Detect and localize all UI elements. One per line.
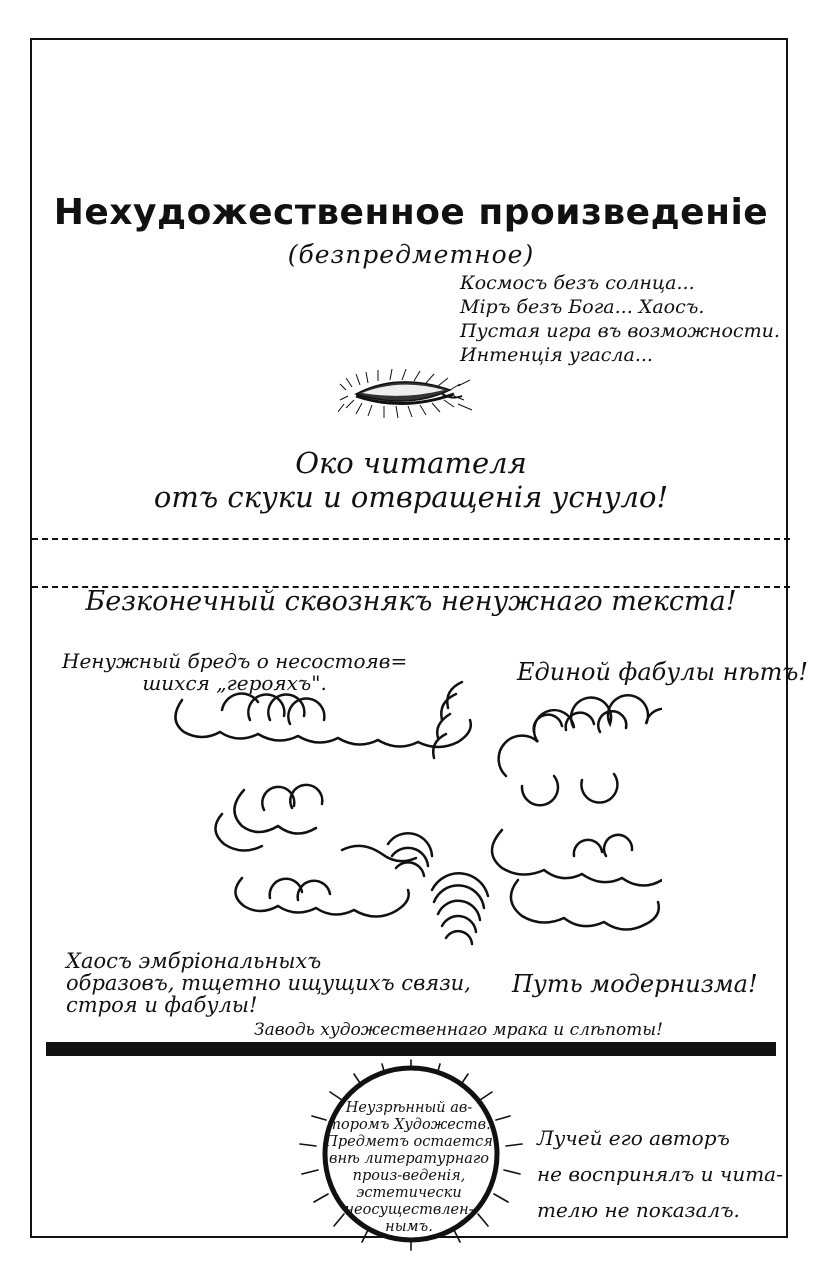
rays-line-2: не воспринялъ и чита- [537,1162,783,1186]
eye-caption-line-2: отъ скуки и отвращенiя уснуло! [153,480,669,514]
dashed-divider-top [32,538,790,540]
eye-caption-line-1: Око читателя [295,446,527,480]
cosmos-line-2: Мiръ безъ Бога... Хаосъ. [460,296,705,318]
chaos-caption [66,950,471,1016]
swamp-caption: Заводь художественнаго мрака и слѣпоты! [254,1020,663,1040]
closed-eye-icon [338,360,478,424]
rays-line-3: телю не показалъ. [537,1198,740,1222]
cosmos-line-1: Космосъ безъ солнца... [460,272,695,294]
nonsense-line-1: Ненужный бредъ о несостояв= [62,649,408,673]
modernism-caption: Путь модернизма! [512,970,758,998]
chaos-line-1: Хаосъ эмбрiональныхъ [66,949,322,973]
cosmos-line-4: Интенцiя угасла... [460,344,653,366]
poster-frame [30,38,809,1238]
page-subtitle: (безпредметное) [287,240,535,269]
dashed-divider-bottom [32,586,790,588]
chaos-line-2: образовъ, тщетно ищущихъ связи, [66,971,471,995]
plot-missing-caption: Единой фабулы нѣтъ! [517,658,809,686]
page-title: Нехудожественное произведенie [53,192,769,233]
chaos-line-3: строя и фабулы! [66,993,258,1017]
rays-caption [537,1120,783,1228]
sun-caption: Неузрѣнный ав-торомъ Художеств. Предметъ остается внѣ литературнаго произ-веденiя, эстетически неосуществлен-нымъ. [325,1100,493,1235]
cosmos-line-3: Пустая игра въ возможности. [460,320,780,342]
nonsense-line-2: шихся „герояхъ". [142,671,327,695]
rays-line-1: Лучей его авторъ [537,1126,730,1150]
chaos-clouds-illustration [162,680,662,970]
draft-caption: Безконечный сквознякъ ненужнаго текста! [85,586,737,617]
